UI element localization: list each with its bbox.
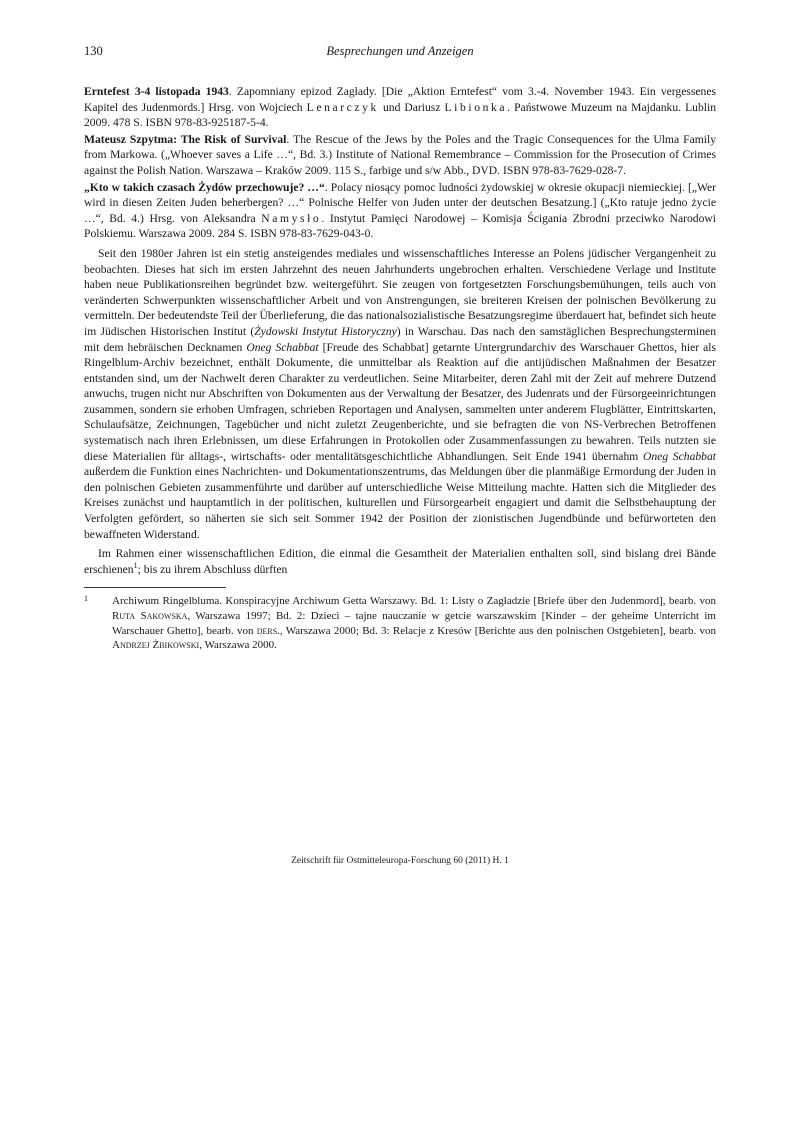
entry-editor: Namysło xyxy=(261,211,322,225)
entry-title: Mateusz Szpytma: The Risk of Survival xyxy=(84,132,287,146)
entry-editor: Libionka xyxy=(444,100,508,114)
bibliographic-entry-1 xyxy=(84,84,716,131)
paragraph-text: ) in Warschau. Das nach den samstäglichen Besprechungsterminen mit dem hebräischen Decknamen xyxy=(84,324,716,354)
footnote-author: Ruta Sakowska xyxy=(112,610,188,622)
body-paragraph-1 xyxy=(84,246,716,542)
running-head xyxy=(84,44,716,62)
entry-text: . Zapomniany epizod Zagłady. [Die „Aktion Erntefest“ vom 3.-4. November 1943. Ein vergessenes Kapitel des Judenmords.] Hrsg. von Wojciech xyxy=(84,85,716,114)
footnote-text xyxy=(112,594,716,652)
bibliographic-entry-2 xyxy=(84,132,716,179)
entry-title: „Kto w takich czasach Żydów przechowuje? …“ xyxy=(84,180,325,194)
footnote-divider xyxy=(84,587,226,588)
footnote-1 xyxy=(84,594,716,652)
page-number: 130 xyxy=(84,44,103,58)
italic-term: Oneg Schabbat xyxy=(246,340,319,354)
footnote-author: ders. xyxy=(256,624,280,637)
paragraph-text: Seit den 1980er Jahren ist ein stetig ansteigendes mediales und wissenschaftliches Interesse an Polens jüdischer Vergangenheit zu beobachten. Dieses hat sich im ersten Jahrzehnt des neuen Jahrhunderts ungebrochen erhalten. Verschiedene Verlage und Institute haben neue Publikationsreihen begründet bzw. weitergeführt. Sie zeugen von fortgesetzten Forschungsbemühungen, teils auch von veränderten Schwerpunkten wissenschaftlicher Arbeit und von Anstrengungen, sie breiteren Kreisen der polnischen Bevölkerung zu vermitteln. Der bedeutendste Teil der Überlieferung, die das nationalsozialistische Besatzungsregime überdauert hat, befindet sich heute im Jüdischen Historischen Institut ( xyxy=(84,246,716,338)
footnote-reference[interactable]: 1 xyxy=(133,560,138,570)
paragraph-text: Im Rahmen einer wissenschaftlichen Edition, die einmal die Gesamtheit der Materialien enthalten soll, sind bislang drei Bände erschienen xyxy=(84,547,716,576)
bibliographic-entry-3 xyxy=(84,180,716,242)
page-content xyxy=(84,44,716,653)
italic-term: Oneg Schabbat xyxy=(643,449,716,463)
entry-text: . The Rescue of the Jews by the Poles and the Tragic Consequences for the Ulma Family from Markowa. („Whoever saves a Life …“, Bd. 3.) Institute of National Remembrance – Commission for the Prosecution of Crimes against the Polish Nation. Warszawa – Kraków 2009. 115 S., farbige und s/w Abb., DVD. ISBN 978-83-7629-028-7. xyxy=(84,132,716,177)
entry-text: . Instytut Pamięci Narodowej – Komisja Ścigania Zbrodni przeciwko Narodowi Polskiemu. Warszawa 2009. 284 S. ISBN 978-83-7629-043-0. xyxy=(84,211,716,241)
footnote-segment: , Warszawa 1997; Bd. 2: Dzieci – tajne nauczanie w getcie warszawskim [Kinder – der geheime Unterricht im Warschauer Ghetto], bearb. von xyxy=(112,610,716,637)
footnote-mark: 1 xyxy=(84,594,88,604)
paragraph-text: [Freude des Schabbat] getarnte Untergrundarchiv des Warschauer Ghettos, hier als Ringelblum-Archiv bezeichnet, enthält Dokumente, die unmittelbar als Reaktion auf die antijüdischen Maßnahmen der Besatzer entstanden sind, um der Nachwelt deren Charakter zu verdeutlichen. Seine Mitarbeiter, deren Zahl mit der Zeit auf mehrere Dutzend anwuchs, trugen nicht nur Abschriften von Dokumenten aus der Verwaltung der Besatzer, des Judenrats und der Fürsorgeeinrichtungen zusammen, sondern sie erhoben Umfragen, schrieben Reportagen und Analysen, sammelten unter anderem Flugblätter, Eintrittskarten, Schulaufsätze, Zeichnungen, Tagebücher und nicht zuletzt Zeugenberichte, und sie befragten die von NS-Verbrechen Betroffenen systematisch nach ihren Erlebnissen, um diese Erfahrungen in Protokollen oder Zusammenfassungen zu bewahren. Teils nutzten sie diese Materialien für alltags-, wirtschafts- oder mentalitätsgeschichtliche Abhandlungen. Seit Ende 1941 übernahm xyxy=(84,340,716,463)
footnote-segment: Archiwum Ringelbluma. Konspiracyjne Archiwum Getta Warszawy. Bd. 1: Listy o Zagładzie [Briefe über den Judenmord], bearb. von xyxy=(112,595,716,608)
running-title: Besprechungen und Anzeigen xyxy=(326,44,474,58)
footnote-segment: , Warszawa 2000; Bd. 3: Relacje z Kresów [Berichte aus den polnischen Ostgebieten], bearb. von xyxy=(279,624,717,637)
footnote-segment: , Warszawa 2000. xyxy=(199,639,277,652)
paragraph-text: ; bis zu ihrem Abschluss dürften xyxy=(137,562,288,576)
entry-text: . Polacy niosący pomoc ludności żydowskiej w okresie okupacji niemieckiej. [„Wer wird in diesen Zeiten Juden beherbergen? …“ Polnische Helfer von Juden unter der deutschen Besatzung.] („Kto ratuje jedno życie …“, Bd. 4.) Hrsg. von Aleksandra xyxy=(84,180,716,225)
entry-text: . Państwowe Muzeum na Majdanku. Lublin 2009. 478 S. ISBN 978-83-925187-5-4. xyxy=(84,100,716,130)
entry-text: und Dariusz xyxy=(378,100,445,114)
paragraph-text: außerdem die Funktion eines Nachrichten- und Dokumentationszentrums, das Meldungen über die planmäßige Ermordung der Juden in den polnischen Gebieten zusammenführte und darüber auf unterschiedliche Weise Mitteilung machte. Hatten sich die Mitglieder des Kreises zunächst und hauptamtlich in der politischen, kulturellen und Fürsorgearbeit engagiert und damit die Selbstbehauptung der Verfolgten gefördert, so näherten sie sich seit Sommer 1942 der Position der zionistischen Jugendbünde und befürworteten den bewaffneten Widerstand. xyxy=(84,465,716,541)
entry-editor: Lenarczyk xyxy=(306,100,379,114)
page-footer: Zeitschrift für Ostmitteleuropa-Forschung 60 (2011) H. 1 xyxy=(291,856,509,866)
footnote-author: Andrzej Żbikowski xyxy=(112,639,200,652)
italic-term: Żydowski Instytut Historyczny xyxy=(254,324,397,338)
body-paragraph-2 xyxy=(84,546,716,577)
entry-title: Erntefest 3-4 listopada 1943 xyxy=(84,85,229,98)
